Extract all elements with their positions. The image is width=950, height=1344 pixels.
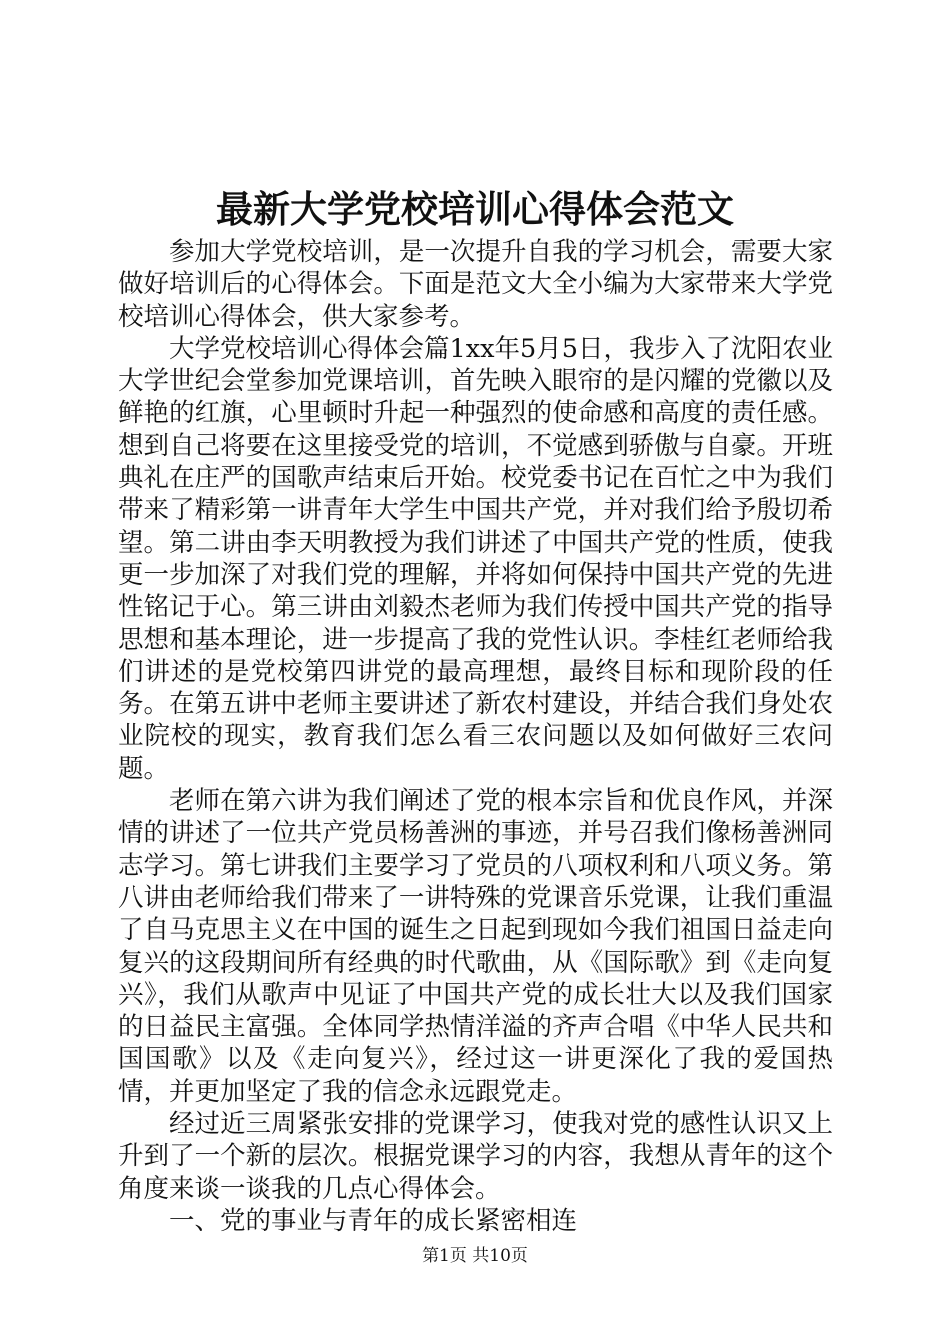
paragraph-article-3: 经过近三周紧张安排的党课学习，使我对党的感性认识又上升到了一个新的层次。根据党课学习的内容，我想从青年的这个角度来谈一谈我的几点心得体会。 bbox=[118, 1109, 833, 1204]
paragraph-article-2: 老师在第六讲为我们阐述了党的根本宗旨和优良作风，并深情的讲述了一位共产党员杨善洲的事迹，并号召我们像杨善洲同志学习。第七讲我们主要学习了党员的八项权利和八项义务。第八讲由老师给我们带来了一讲特殊的党课音乐党课，让我们重温了自马克思主义在中国的诞生之日起到现如今我们祖国日益走向复兴的这段期间所有经典的时代歌曲，从《国际歌》到《走向复兴》，我们从歌声中见证了中国共产党的成长壮大以及我们国家的日益民主富强。全体同学热情洋溢的齐声合唱《中华人民共和国国歌》以及《走向复兴》，经过这一讲更深化了我的爱国热情，并更加坚定了我的信念永远跟党走。 bbox=[118, 786, 833, 1107]
document-body bbox=[118, 236, 833, 1237]
page-number-footer: 第1页 共10页 bbox=[422, 1246, 528, 1266]
section-heading: 一、党的事业与青年的成长紧密相连 bbox=[169, 1205, 578, 1236]
paragraph-article-1: 大学党校培训心得体会篇1xx年5月5日，我步入了沈阳农业大学世纪会堂参加党课培训，首先映入眼帘的是闪耀的党徽以及鲜艳的红旗，心里顿时升起一种强烈的使命感和高度的责任感。想到自己将要在这里接受党的培训，不觉感到骄傲与自豪。开班典礼在庄严的国歌声结束后开始。校党委书记在百忙之中为我们带来了精彩第一讲青年大学生中国共产党，并对我们给予殷切希望。第二讲由李天明教授为我们讲述了中国共产党的性质，使我更一步加深了对我们党的理解，并将如何保持中国共产党的先进性铭记于心。第三讲由刘毅杰老师为我们传授中国共产党的指导思想和基本理论，进一步提高了我的党性认识。李桂红老师给我们讲述的是党校第四讲党的最高理想，最终目标和现阶段的任务。在第五讲中老师主要讲述了新农村建设，并结合我们身处农业院校的现实，教育我们怎么看三农问题以及如何做好三农问题。 bbox=[118, 333, 833, 784]
paragraph-intro: 参加大学党校培训，是一次提升自我的学习机会，需要大家做好培训后的心得体会。下面是范文大全小编为大家带来大学党校培训心得体会，供大家参考。 bbox=[118, 237, 833, 332]
document-title: 最新大学党校培训心得体会范文 bbox=[216, 187, 734, 231]
